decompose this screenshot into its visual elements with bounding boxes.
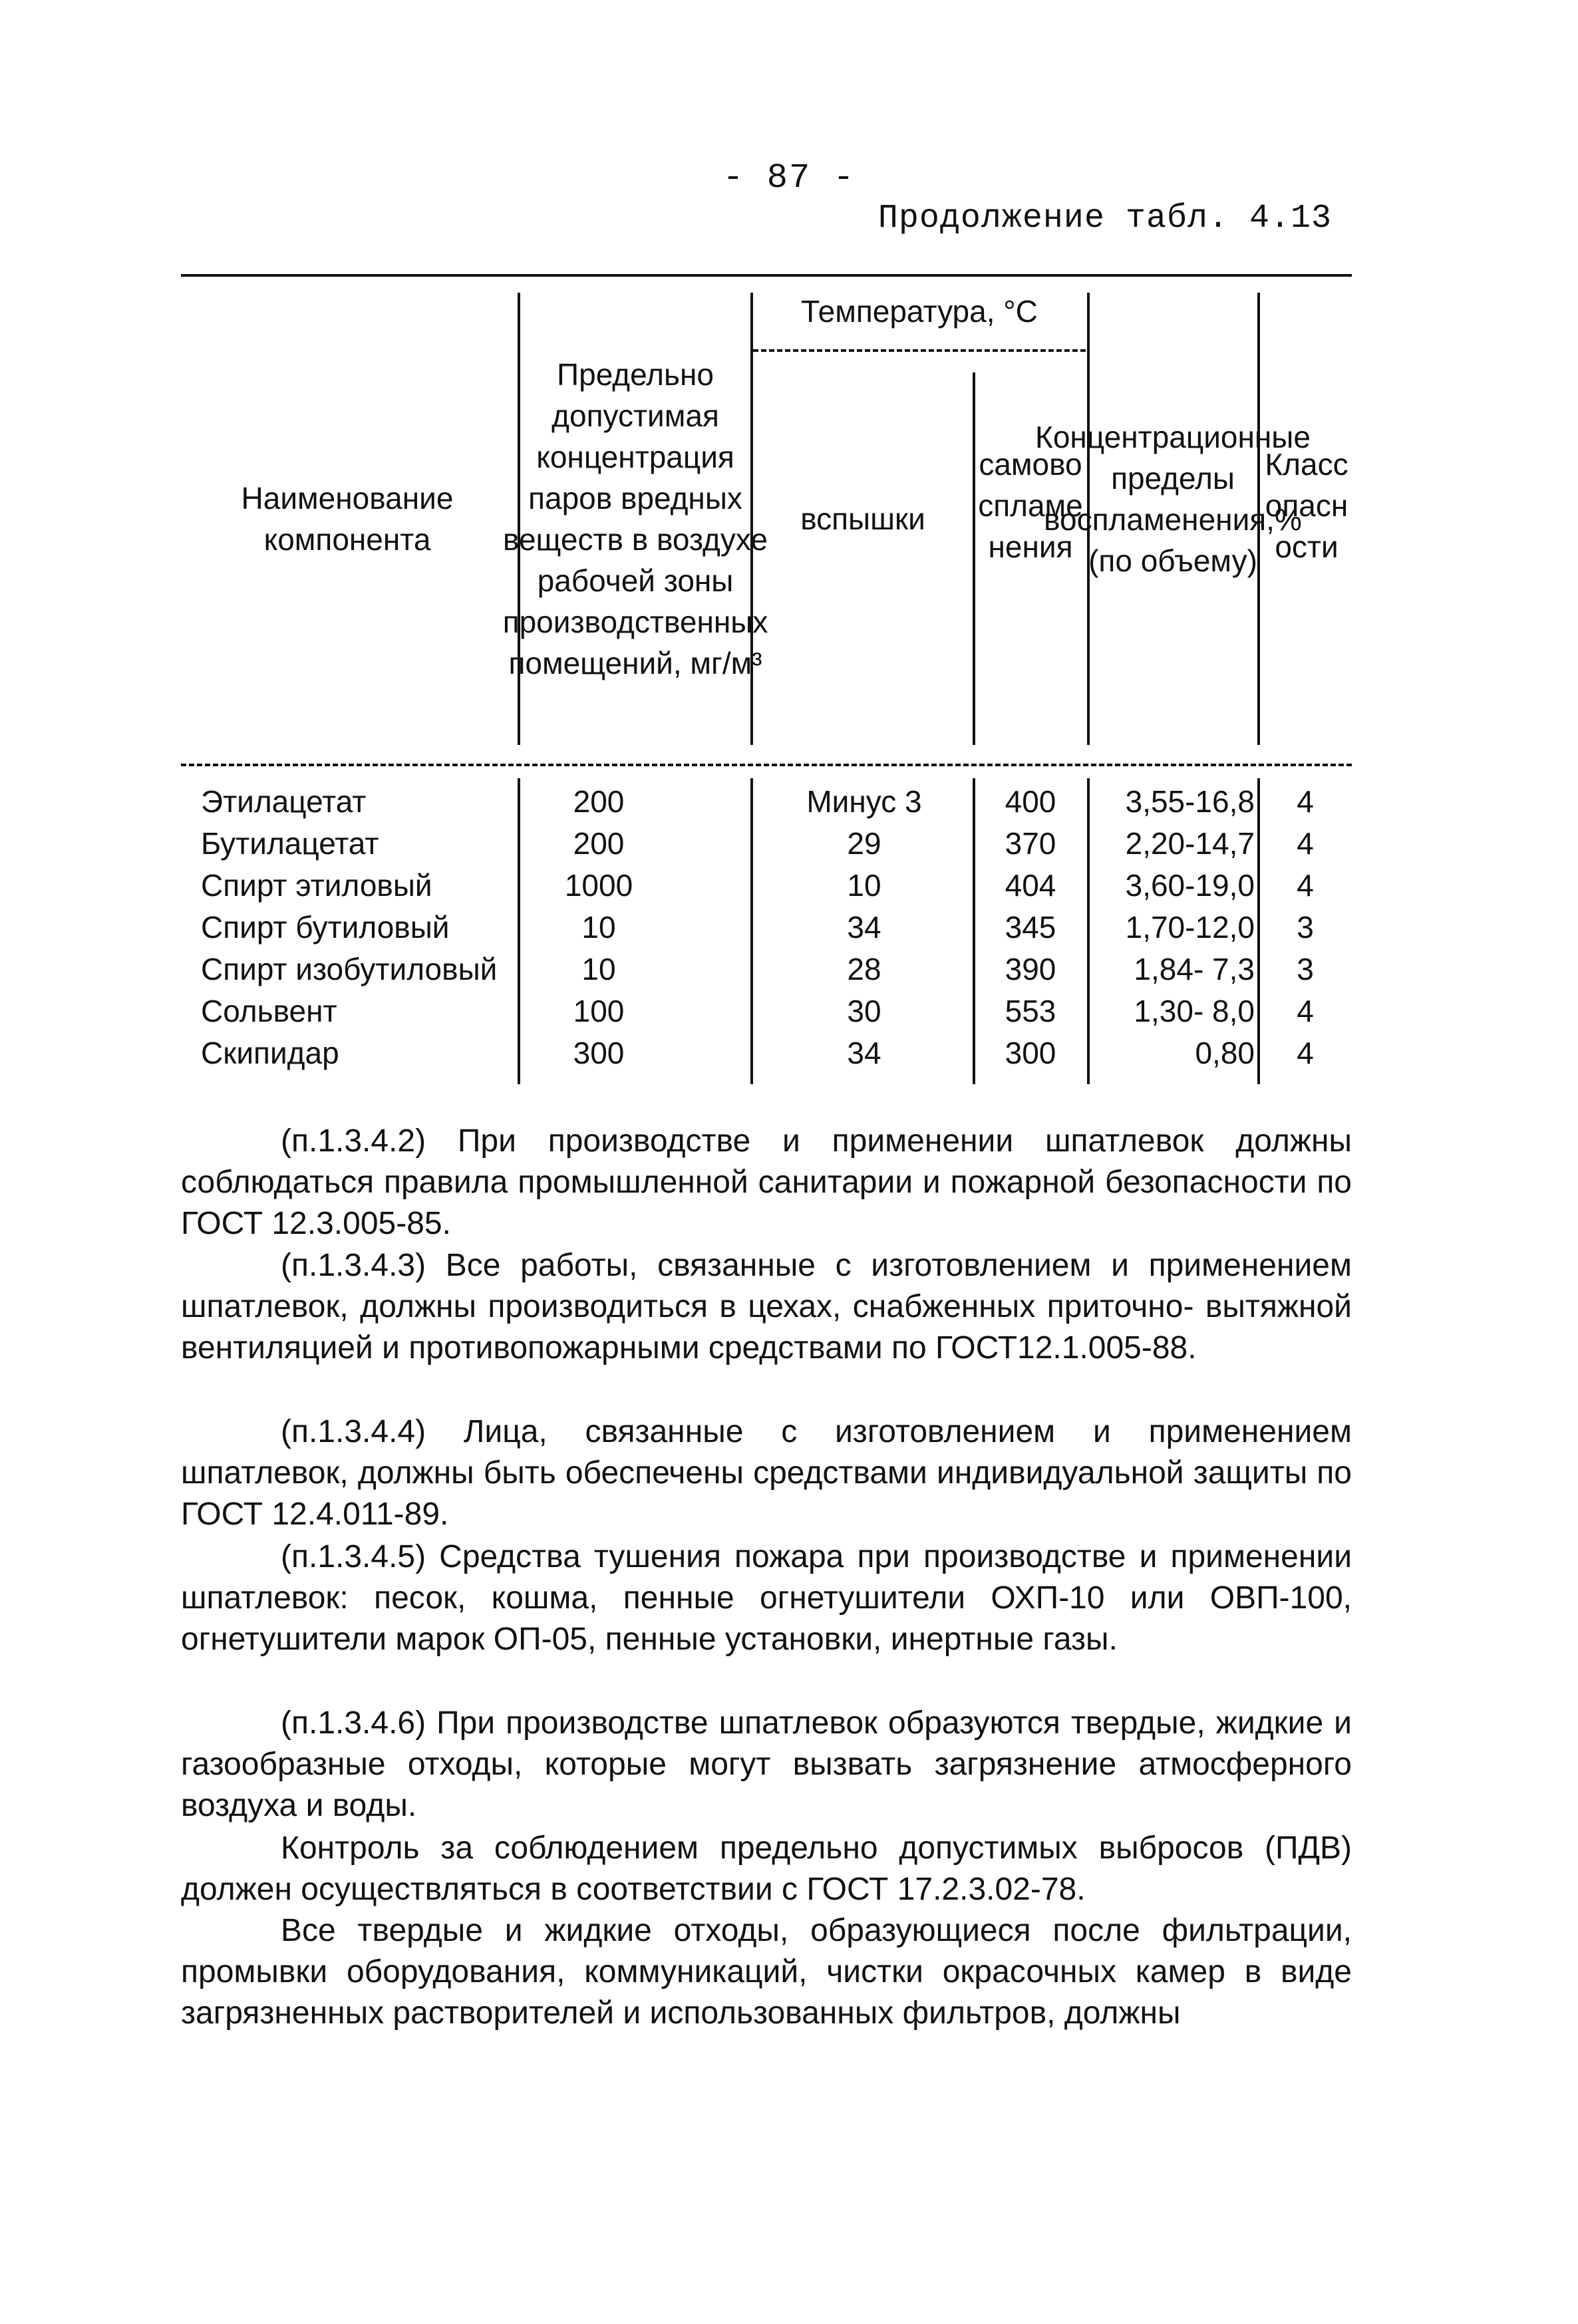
header-flash: вспышки <box>800 502 925 536</box>
table-row <box>181 907 1352 948</box>
cell-flash-temp: 30 <box>847 994 881 1028</box>
cell-pdk: 10 <box>581 952 616 986</box>
cell-component: Спирт этиловый <box>201 868 432 903</box>
cell-hazard-class: 4 <box>1297 868 1314 903</box>
paragraph-1: (п.1.3.4.2) При производстве и применении шпатлевок должны соблюдаться правила промышленной санитарии и пожарной безопасности по ГОСТ 12.3.005-85. <box>181 1123 1352 1241</box>
cell-component: Бутилацетат <box>201 826 379 861</box>
cell-component: Этилацетат <box>201 784 367 819</box>
cell-component: Сольвент <box>201 994 337 1028</box>
cell-pdk: 100 <box>573 994 625 1028</box>
cell-flash-temp: 34 <box>847 1036 881 1070</box>
cell-concentration: 3,60-19,0 <box>1125 868 1255 903</box>
table-row <box>181 823 1352 864</box>
header-hazard-class: Класс опасности <box>1265 447 1348 564</box>
cell-pdk: 300 <box>573 1036 625 1070</box>
table-row <box>181 865 1352 906</box>
cell-concentration: 3,55-16,8 <box>1125 784 1255 819</box>
paragraph-6: Контроль за соблюдением предельно допустимых выбросов (ПДВ) должен осуществляться в соответствии с ГОСТ 17.2.3.02-78. <box>181 1830 1352 1907</box>
page-number: - 87 - <box>722 158 856 198</box>
cell-selfignition-temp: 345 <box>1005 910 1056 944</box>
cell-component: Спирт бутиловый <box>201 910 450 944</box>
header-pdk: Предельно допустимая концентрация паров вредных веществ в воздухе рабочей зоны производственных помещений, мг/м³ <box>502 357 768 680</box>
paragraph-4: (п.1.3.4.5) Средства тушения пожара при производстве и применении шпатлевок: песок, кошма, пенные огнетушители ОХП-10 или ОВП-100, огнетушители марок ОП-05, пенные установки, инертные газы. <box>181 1539 1352 1657</box>
cell-concentration: 1,70-12,0 <box>1125 910 1255 944</box>
cell-pdk: 200 <box>573 826 625 861</box>
paragraph-7: Все твердые и жидкие отходы, образующиеся после фильтрации, промывки оборудования, коммуникаций, чистки окрасочных камер в виде загрязненных растворителей и использованных фильтров, должны <box>181 1913 1352 2031</box>
cell-pdk: 200 <box>573 784 625 819</box>
header-bottom-rule <box>181 764 1352 766</box>
cell-flash-temp: 10 <box>847 868 881 903</box>
table-top-rule <box>181 274 1352 277</box>
cell-concentration: 2,20-14,7 <box>1125 826 1255 861</box>
header-temperature: Температура, °С <box>801 294 1038 329</box>
cell-selfignition-temp: 400 <box>1005 784 1056 819</box>
cell-selfignition-temp: 553 <box>1005 994 1056 1028</box>
cell-concentration: 1,84- 7,3 <box>1134 952 1255 986</box>
table-row <box>181 948 1352 990</box>
table-row <box>181 1032 1352 1074</box>
cell-hazard-class: 3 <box>1297 952 1314 986</box>
paragraph-5: (п.1.3.4.6) При производстве шпатлевок образуются твердые, жидкие и газообразные отходы, которые могут вызвать загрязнение атмосферного воздуха и воды. <box>181 1705 1352 1823</box>
table-row <box>181 781 1352 822</box>
cell-hazard-class: 3 <box>1297 910 1314 944</box>
temp-sub-rule <box>753 349 1086 352</box>
cell-flash-temp: Минус 3 <box>806 784 922 819</box>
cell-hazard-class: 4 <box>1297 784 1314 819</box>
cell-concentration: 0,80 <box>1195 1036 1255 1070</box>
cell-component: Спирт изобутиловый <box>201 952 498 986</box>
cell-flash-temp: 28 <box>847 952 881 986</box>
table-continuation-caption: Продолжение табл. 4.13 <box>877 200 1332 237</box>
cell-concentration: 1,30- 8,0 <box>1134 994 1255 1028</box>
cell-selfignition-temp: 370 <box>1005 826 1056 861</box>
table-row <box>181 990 1352 1032</box>
cell-pdk: 10 <box>581 910 616 944</box>
cell-hazard-class: 4 <box>1297 826 1314 861</box>
cell-selfignition-temp: 390 <box>1005 952 1056 986</box>
cell-hazard-class: 4 <box>1297 994 1314 1028</box>
cell-pdk: 1000 <box>564 868 633 903</box>
header-selfignition: самовоспламенения <box>978 447 1083 564</box>
cell-component: Скипидар <box>201 1036 339 1070</box>
cell-flash-temp: 29 <box>847 826 881 861</box>
cell-flash-temp: 34 <box>847 910 881 944</box>
paragraph-3: (п.1.3.4.4) Лица, связанные с изготовлением и применением шпатлевок, должны быть обеспечены средствами индивидуальной защиты по ГОСТ 12.4.011-89. <box>181 1414 1352 1532</box>
paragraph-2: (п.1.3.4.3) Все работы, связанные с изготовлением и применением шпатлевок, должны производиться в цехах, снабженных приточно- вытяжной вентиляцией и противопожарными средствами по ГОСТ12.1.005-88. <box>181 1248 1352 1366</box>
header-name: Наименование компонента <box>241 481 454 557</box>
cell-hazard-class: 4 <box>1297 1036 1314 1070</box>
header-concentration: Концентрационные пределы воспламенения,% (по объему) <box>1035 420 1311 578</box>
cell-selfignition-temp: 300 <box>1005 1036 1056 1070</box>
cell-selfignition-temp: 404 <box>1005 868 1056 903</box>
